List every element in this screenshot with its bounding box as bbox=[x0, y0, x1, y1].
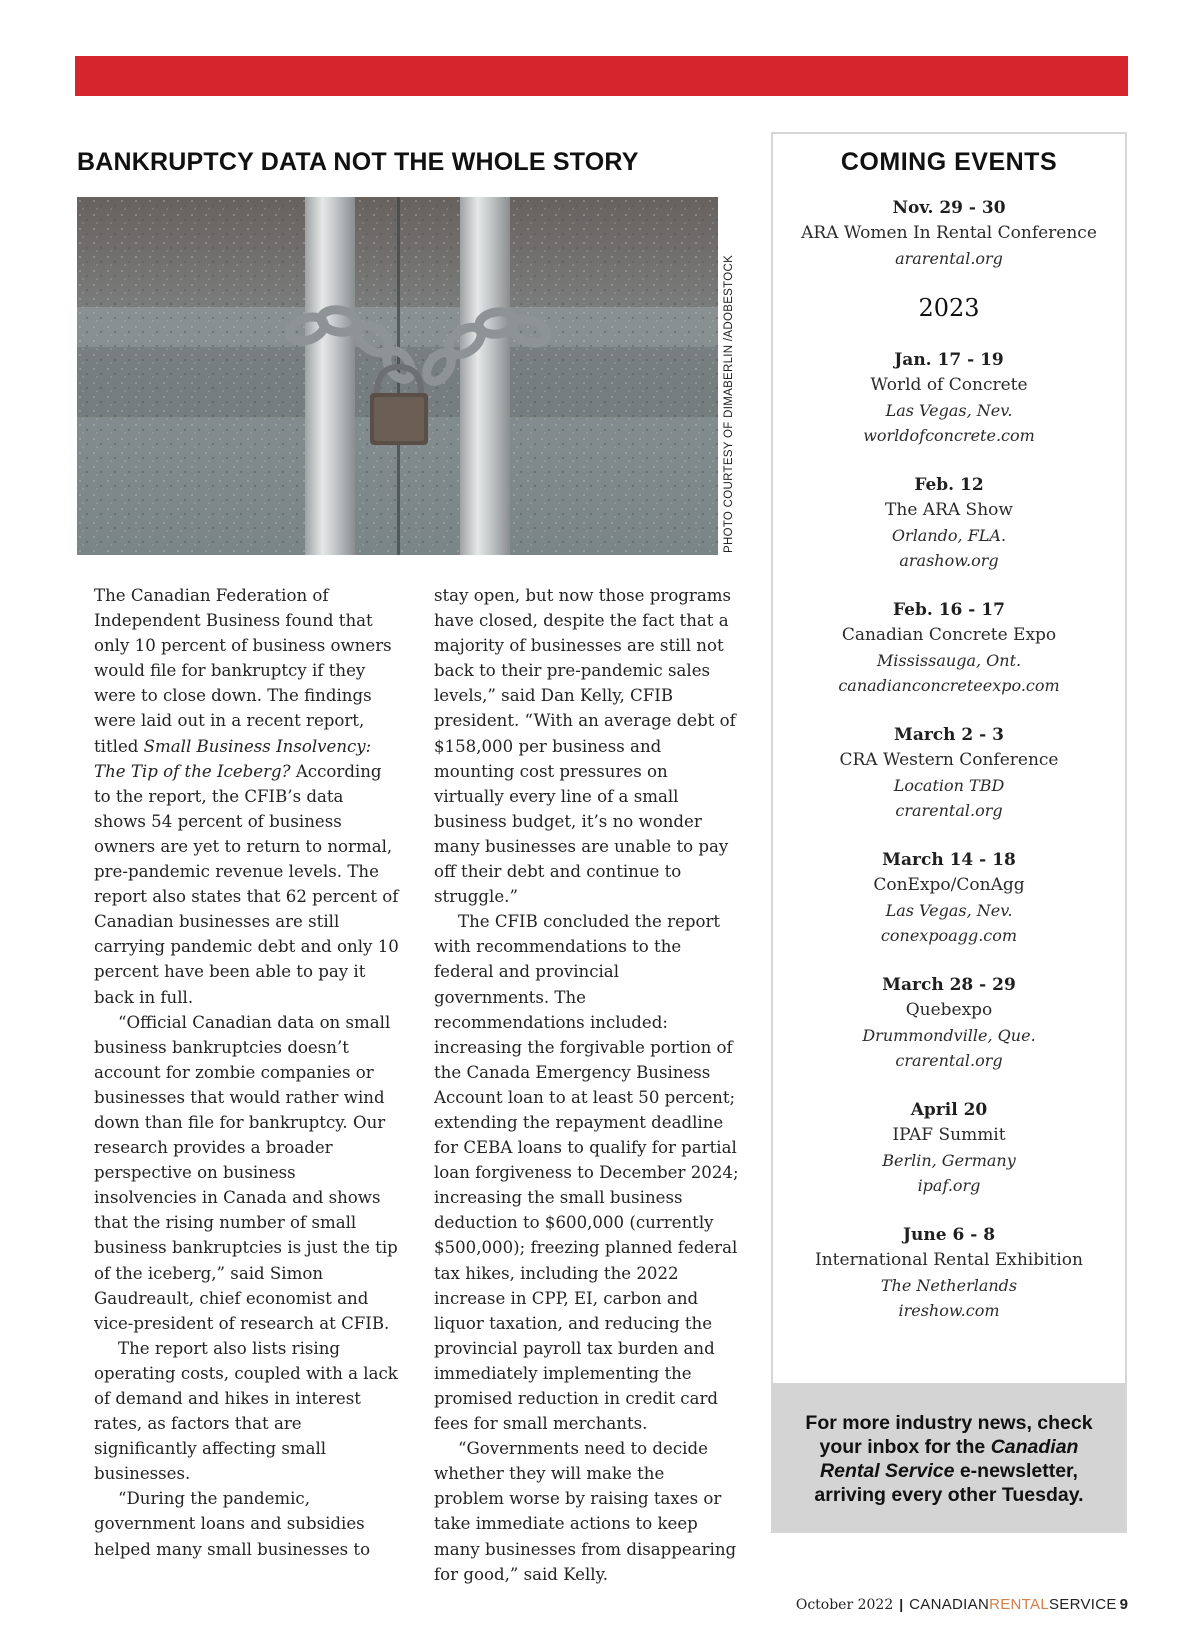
article-headline: BANKRUPTCY DATA NOT THE WHOLE STORY bbox=[77, 148, 639, 176]
event-item bbox=[773, 1098, 1125, 1198]
newsletter-promo: For more industry news, check your inbox for the Canadian Rental Service e-newsletter, arriving every other Tuesday. bbox=[773, 1383, 1125, 1531]
photo-credit: PHOTO COURTESY OF DIMABERLIN /ADOBESTOCK bbox=[723, 254, 735, 553]
event-location: The Netherlands bbox=[880, 1276, 1018, 1295]
article-paragraph-continued: stay open, but now those programs have closed, despite the fact that a majority of businesses are still not back to their pre-pandemic sales levels,” said Dan Kelly, CFIB president. “With an average debt of $158,000 per business and mounting cost pressures on virtually every line of a small business budget, it’s no wonder many businesses are unable to pay off their debt and continue to struggle.” bbox=[434, 586, 736, 907]
event-date: Nov. 29 - 30 bbox=[892, 198, 1006, 218]
article-paragraph bbox=[94, 1486, 399, 1561]
article-paragraph: The Canadian Federation of Independent Business found that only 10 percent of business owners would file for bankruptcy if they were to close down. The findings were laid out in a recent report, titled Small Business Insolvency: The Tip of the Iceberg? According to the report, the CFIB’s data shows 54 percent of business owners are yet to return to normal, pre-pandemic revenue levels. The report also states that 62 percent of Canadian businesses are still carrying pandemic debt and only 10 percent have been able to pay it back in full. bbox=[94, 586, 399, 1007]
event-location: Las Vegas, Nev. bbox=[885, 401, 1013, 420]
event-location: Orlando, FLA. bbox=[891, 526, 1007, 545]
event-url[interactable]: conexpoagg.com bbox=[880, 926, 1018, 945]
event-url[interactable]: ipaf.org bbox=[917, 1176, 981, 1195]
event-location: Berlin, Germany bbox=[882, 1151, 1016, 1170]
events-title: COMING EVENTS bbox=[840, 148, 1058, 176]
event-name: ConExpo/ConAgg bbox=[873, 875, 1025, 895]
event-name: The ARA Show bbox=[885, 500, 1013, 520]
event-url[interactable]: crarental.org bbox=[895, 1051, 1003, 1070]
page-number: 9 bbox=[1119, 1596, 1128, 1613]
page-footer bbox=[796, 1596, 1128, 1613]
article-paragraph: “Governments need to decide whether they will make the problem worse by raising taxes or take immediate actions to keep many businesses from disappearing for good,” said Kelly. bbox=[434, 1439, 737, 1584]
event-url[interactable]: worldofconcrete.com bbox=[863, 426, 1035, 445]
event-date: April 20 bbox=[910, 1100, 988, 1120]
issue-date: October 2022 bbox=[795, 1597, 894, 1613]
event-item bbox=[773, 196, 1125, 271]
event-item bbox=[773, 723, 1125, 823]
article-paragraph: The CFIB concluded the report with recommendations to the federal and provincial governments. The recommendations included: increasing the forgivable portion of the Canada Emergency Business Account loan to at least 50 percent; extending the repayment deadline for CEBA loans to qualify for partial loan forgiveness to December 2024; increasing the small business deduction to $600,000 (currently $500,000); freezing planned federal tax hikes, including the 2022 increase in CPP, EI, carbon and liquor taxation, and reducing the provincial payroll tax burden and immediately implementing the promised reduction in credit card fees for small merchants. bbox=[434, 912, 739, 1434]
event-list bbox=[773, 196, 1125, 1323]
event-item bbox=[773, 473, 1125, 573]
article-paragraph-part: “During the pandemic, government loans and subsidies helped many small businesses to bbox=[94, 1489, 371, 1559]
newsletter-publication: Canadian Rental Service bbox=[820, 1436, 1079, 1482]
event-item bbox=[773, 1223, 1125, 1323]
event-name: International Rental Exhibition bbox=[815, 1250, 1083, 1270]
event-item bbox=[773, 848, 1125, 948]
footer-separator: | bbox=[899, 1596, 904, 1612]
publication-brand: CANADIANRENTALSERVICE bbox=[909, 1596, 1117, 1613]
event-name: CRA Western Conference bbox=[839, 750, 1059, 770]
event-location: Drummondville, Que. bbox=[862, 1026, 1036, 1045]
event-name: Canadian Concrete Expo bbox=[841, 625, 1057, 645]
article-column-right bbox=[434, 583, 739, 1587]
event-name: IPAF Summit bbox=[892, 1125, 1006, 1145]
event-date: March 14 - 18 bbox=[882, 850, 1016, 870]
event-item bbox=[773, 348, 1125, 448]
event-location: Location TBD bbox=[893, 776, 1005, 795]
event-item bbox=[773, 598, 1125, 698]
event-name: World of Concrete bbox=[870, 375, 1028, 395]
event-url[interactable]: ararental.org bbox=[895, 249, 1003, 268]
article-paragraph: The report also lists rising operating costs, coupled with a lack of demand and hikes in interest rates, as factors that are significantly affecting small businesses. bbox=[94, 1338, 398, 1484]
article-photo bbox=[77, 197, 718, 555]
coming-events-sidebar bbox=[771, 132, 1127, 1533]
event-date: Feb. 16 - 17 bbox=[893, 600, 1005, 620]
event-name: ARA Women In Rental Conference bbox=[801, 223, 1097, 243]
report-title: Small Business Insolvency: The Tip of the Iceberg? bbox=[94, 736, 372, 781]
event-date: Jan. 17 - 19 bbox=[894, 350, 1004, 370]
event-location: Mississauga, Ont. bbox=[876, 651, 1022, 670]
event-date: March 28 - 29 bbox=[882, 975, 1016, 995]
event-url[interactable]: arashow.org bbox=[899, 551, 999, 570]
event-date: June 6 - 8 bbox=[902, 1225, 996, 1245]
event-url[interactable]: crarental.org bbox=[895, 801, 1003, 820]
event-date: Feb. 12 bbox=[914, 475, 984, 495]
article-paragraph: “Official Canadian data on small business bankruptcies doesn’t account for zombie companies or businesses that would rather wind down than file for bankruptcy. Our research provides a broader perspective on business insolvencies in Canada and shows that the rising number of small business bankruptcies is just the tip of the iceberg,” said Simon Gaudreault, chief economist and vice-president of research at CFIB. bbox=[94, 1012, 398, 1333]
year-heading: 2023 bbox=[918, 294, 980, 322]
event-url[interactable]: ireshow.com bbox=[898, 1301, 1000, 1320]
article-column-left bbox=[94, 583, 399, 1562]
event-name: Quebexpo bbox=[905, 1000, 993, 1020]
header-color-band bbox=[75, 56, 1128, 96]
event-item bbox=[773, 973, 1125, 1073]
event-items-2023 bbox=[773, 348, 1125, 1323]
event-location: Las Vegas, Nev. bbox=[885, 901, 1013, 920]
event-url[interactable]: canadianconcreteexpo.com bbox=[838, 676, 1060, 695]
event-date: March 2 - 3 bbox=[894, 725, 1004, 745]
